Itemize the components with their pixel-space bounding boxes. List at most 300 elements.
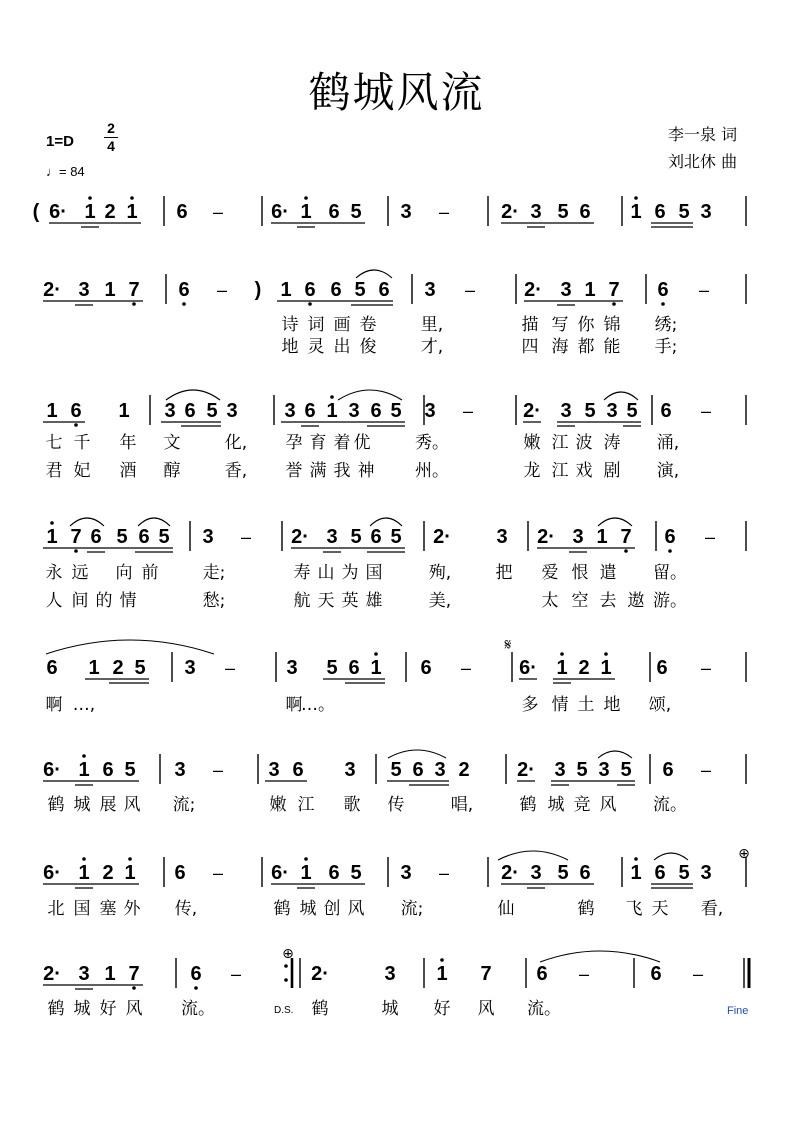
note: 2· — [523, 400, 541, 422]
rest-dash: – — [212, 202, 224, 222]
lyric-syllable: 流。 — [653, 795, 687, 815]
lyric-syllable: 我 — [333, 461, 351, 481]
lyric-syllable: 波 — [575, 433, 593, 453]
note: 6 — [184, 400, 196, 422]
lyric-syllable: 酒 — [119, 461, 137, 481]
note: 6 — [656, 657, 668, 679]
note: 7 — [128, 279, 140, 301]
note: 3 — [348, 400, 360, 422]
octave-high-dot — [560, 652, 564, 656]
octave-low-dot — [132, 986, 136, 990]
rest-dash: – — [462, 401, 474, 421]
note: 5 — [390, 759, 402, 781]
lyric-syllable: 涌, — [656, 433, 680, 453]
lyric-syllable: 嫩 — [523, 433, 541, 453]
note: 3 — [554, 759, 566, 781]
note: 3 — [202, 526, 214, 548]
rest-dash: – — [216, 280, 228, 300]
lyric-syllable: 年 — [119, 433, 137, 453]
note: 3 — [530, 201, 542, 223]
note: 6 — [328, 201, 340, 223]
note: 6· — [43, 759, 61, 781]
lyric-syllable: 北 — [47, 899, 65, 919]
note: 5 — [557, 862, 569, 884]
coda-icon: ⊕ — [738, 846, 750, 862]
note: 1 — [104, 279, 116, 301]
note: 6· — [49, 201, 67, 223]
lyric-syllable: 鹤 — [577, 899, 595, 919]
lyric-syllable: 把 — [495, 563, 513, 583]
note: 6 — [102, 759, 114, 781]
lyric-syllable: 雄 — [365, 591, 383, 611]
note: 6 — [650, 963, 662, 985]
lyric-syllable: 去 — [599, 591, 617, 611]
note: 5 — [116, 526, 128, 548]
slur — [540, 951, 660, 962]
note: 6 — [304, 400, 316, 422]
lyric-syllable: 游。 — [653, 591, 687, 611]
lyric-syllable: 唱, — [450, 795, 474, 815]
lyric-syllable: 国 — [73, 899, 91, 919]
note: 3 — [286, 657, 298, 679]
octave-high-dot — [634, 857, 638, 861]
note: 6 — [178, 279, 190, 301]
note: 3 — [78, 279, 90, 301]
note: 1 — [630, 201, 642, 223]
note: 1 — [584, 279, 596, 301]
note: 3 — [184, 657, 196, 679]
octave-high-dot — [330, 395, 334, 399]
note: 2· — [43, 279, 61, 301]
octave-low-dot — [74, 549, 78, 553]
note: 3 — [326, 526, 338, 548]
lyric-syllable: 啊 — [45, 695, 63, 715]
lyric-syllable: 手; — [654, 337, 678, 357]
octave-low-dot — [624, 549, 628, 553]
lyric-syllable: 太 — [541, 591, 559, 611]
octave-low-dot — [668, 549, 672, 553]
lyric-syllable: 间 — [71, 591, 89, 611]
note: 7 — [608, 279, 620, 301]
lyric-syllable: 人 — [45, 591, 63, 611]
page-title: 鹤城风流 — [308, 68, 485, 117]
lyric-syllable: 地 — [603, 695, 621, 715]
lyric-syllable: 流; — [172, 795, 196, 815]
slur — [166, 390, 220, 400]
lyric-syllable: 着 — [333, 433, 351, 453]
lyric-syllable: 天 — [317, 591, 335, 611]
note: 6 — [190, 963, 202, 985]
rest-dash: – — [230, 964, 242, 984]
lyric-syllable: 鹤 — [47, 795, 65, 815]
octave-high-dot — [440, 958, 444, 962]
note: 3 — [78, 963, 90, 985]
lyric-syllable: 香, — [224, 461, 248, 481]
lyric-syllable: 竞 — [573, 795, 591, 815]
lyric-syllable: 神 — [357, 461, 375, 481]
note: 3 — [560, 400, 572, 422]
lyric-syllable: 诗 — [281, 315, 299, 335]
slur — [604, 392, 638, 400]
note: 1 — [46, 400, 58, 422]
rest-dash: – — [460, 658, 472, 678]
lyric-syllable: 江 — [551, 433, 569, 453]
note: 1 — [596, 526, 608, 548]
lyric-syllable: 才, — [420, 337, 444, 357]
note: 7 — [128, 963, 140, 985]
note: 6 — [657, 279, 669, 301]
octave-high-dot — [304, 196, 308, 200]
note: 5 — [390, 526, 402, 548]
note: 5 — [678, 862, 690, 884]
lyric-syllable: 妃 — [73, 461, 91, 481]
lyric-syllable: 写 — [551, 315, 569, 335]
note: 6 — [579, 201, 591, 223]
note: 6 — [292, 759, 304, 781]
rest-dash: – — [704, 527, 716, 547]
lyric-syllable: 鹤 — [273, 899, 291, 919]
lyric-syllable: 风 — [347, 899, 365, 919]
octave-low-dot — [74, 423, 78, 427]
note: 7 — [480, 963, 492, 985]
octave-high-dot — [130, 196, 134, 200]
note: 6 — [654, 862, 666, 884]
note: 1 — [370, 657, 382, 679]
lyric-syllable: 为 — [341, 563, 359, 583]
slur — [46, 640, 214, 654]
composer-credit: 刘北休 曲 — [668, 152, 738, 171]
segno-icon: 𝄋 — [504, 635, 512, 654]
note: 2· — [433, 526, 451, 548]
lyric-syllable: 飞 — [625, 899, 643, 919]
key-signature: 1=D — [46, 133, 74, 150]
quarter-note-icon: ♩ — [46, 164, 59, 179]
lyric-syllable: 育 — [309, 433, 327, 453]
note: 6 — [328, 862, 340, 884]
octave-low-dot — [132, 302, 136, 306]
lyric-syllable: 向 — [115, 563, 133, 583]
note: 1 — [300, 201, 312, 223]
lyric-syllable: 好 — [99, 999, 117, 1019]
lyric-syllable: 绣; — [654, 315, 678, 335]
note: 2· — [501, 862, 519, 884]
rest-dash: – — [224, 658, 236, 678]
note: 6· — [271, 201, 289, 223]
note: 1 — [556, 657, 568, 679]
lyric-syllable: 俊 — [359, 337, 377, 357]
lyric-syllable: 前 — [141, 563, 159, 583]
lyric-syllable: 你 — [577, 315, 595, 335]
lyric-syllable: 外 — [123, 899, 141, 919]
lyric-syllable: 远 — [71, 563, 89, 583]
lyric-syllable: 优 — [353, 433, 371, 453]
note: 6 — [664, 526, 676, 548]
octave-low-dot — [612, 302, 616, 306]
lyric-syllable: 鹤 — [47, 999, 65, 1019]
note: 3 — [700, 201, 712, 223]
lyric-syllable: 好 — [433, 999, 451, 1019]
lyric-syllable: 愁; — [202, 591, 226, 611]
note: 6 — [378, 279, 390, 301]
lyric-syllable: 千 — [73, 433, 91, 453]
note: 3 — [164, 400, 176, 422]
note: 2· — [517, 759, 535, 781]
slur — [654, 853, 688, 860]
lyric-syllable: 戏 — [575, 461, 593, 481]
note: 1 — [326, 400, 338, 422]
lyric-syllable: 流。 — [527, 999, 561, 1019]
note: 5 — [350, 201, 362, 223]
lyric-syllable: 塞 — [99, 899, 117, 919]
note: 6· — [43, 862, 61, 884]
slur — [338, 390, 402, 400]
lyric-syllable: …, — [72, 695, 96, 715]
lyric-syllable: 啊 — [285, 695, 303, 715]
lyric-syllable: 永 — [45, 563, 63, 583]
note: 3 — [174, 759, 186, 781]
repeat-dot — [284, 978, 288, 982]
note: 6 — [348, 657, 360, 679]
note: 6 — [412, 759, 424, 781]
note: 7 — [620, 526, 632, 548]
lyric-syllable: 遨 — [627, 591, 645, 611]
lyric-syllable: 能 — [603, 337, 621, 357]
lyric-syllable: 满 — [309, 461, 327, 481]
note: 6 — [370, 400, 382, 422]
lyric-syllable: 爱 — [541, 563, 559, 583]
note: 3 — [226, 400, 238, 422]
lyric-syllable: 山 — [317, 563, 335, 583]
slur — [598, 751, 632, 758]
octave-low-dot — [182, 302, 186, 306]
lyric-syllable: 走; — [202, 563, 226, 583]
ds-marking: D.S. — [274, 1005, 294, 1016]
octave-high-dot — [604, 652, 608, 656]
slur — [598, 518, 632, 526]
octave-high-dot — [304, 857, 308, 861]
lyric-syllable: 风 — [477, 999, 495, 1019]
note: 5 — [678, 201, 690, 223]
note: 3 — [284, 400, 296, 422]
lyric-syllable: 创 — [323, 899, 341, 919]
lyric-syllable: 剧 — [603, 461, 621, 481]
lyric-syllable: 看, — [700, 899, 724, 919]
note: 3 — [384, 963, 396, 985]
octave-low-dot — [661, 302, 665, 306]
note: 1 — [118, 400, 130, 422]
rest-dash: – — [212, 760, 224, 780]
lyric-syllable: 展 — [99, 795, 117, 815]
time-signature-top: 2 — [107, 120, 115, 136]
note: 5 — [584, 400, 596, 422]
note: 5 — [124, 759, 136, 781]
note: 5 — [326, 657, 338, 679]
lyric-syllable: 灵 — [307, 337, 325, 357]
note: 5 — [158, 526, 170, 548]
note: 6 — [176, 201, 188, 223]
octave-high-dot — [374, 652, 378, 656]
lyric-syllable: 秀。 — [415, 433, 449, 453]
note: 3 — [496, 526, 508, 548]
repeat-paren: ( — [32, 201, 40, 223]
lyric-syllable: 航 — [293, 591, 311, 611]
lyric-syllable: 化, — [224, 433, 248, 453]
lyric-syllable: 卷 — [359, 315, 377, 335]
lyric-syllable: 情 — [119, 591, 137, 611]
octave-low-dot — [194, 986, 198, 990]
lyric-syllable: 海 — [551, 337, 569, 357]
lyric-syllable: 鹤 — [311, 999, 329, 1019]
repeat-paren: ) — [254, 279, 262, 301]
rest-dash: – — [700, 401, 712, 421]
repeat-dot — [284, 964, 288, 968]
note: 6 — [654, 201, 666, 223]
note: 3 — [530, 862, 542, 884]
lyricist-credit: 李一泉 词 — [668, 125, 738, 144]
note: 6 — [174, 862, 186, 884]
slur — [70, 518, 104, 526]
lyric-syllable: 风 — [599, 795, 617, 815]
lyric-syllable: 寿 — [293, 563, 311, 583]
lyric-syllable: 风 — [125, 999, 143, 1019]
note: 3 — [700, 862, 712, 884]
rest-dash: – — [212, 863, 224, 883]
rest-dash: – — [692, 964, 704, 984]
octave-low-dot — [308, 302, 312, 306]
note: 5 — [206, 400, 218, 422]
note: 2· — [537, 526, 555, 548]
note: 3 — [560, 279, 572, 301]
note: 5 — [390, 400, 402, 422]
note: 2 — [578, 657, 590, 679]
lyric-syllable: 江 — [551, 461, 569, 481]
lyric-syllable: 七 — [45, 433, 63, 453]
lyric-syllable: 嫩 — [269, 795, 287, 815]
note: 2 — [104, 201, 116, 223]
lyric-syllable: 四 — [521, 337, 539, 357]
rest-dash: – — [698, 280, 710, 300]
note: 6 — [330, 279, 342, 301]
slur — [370, 518, 402, 526]
note: 1 — [600, 657, 612, 679]
note: 2· — [311, 963, 329, 985]
note: 6 — [370, 526, 382, 548]
note: 5 — [134, 657, 146, 679]
note: 2 — [112, 657, 124, 679]
note: 5 — [557, 201, 569, 223]
lyric-syllable: 仙 — [497, 899, 515, 919]
slur — [388, 750, 446, 758]
slur — [498, 851, 568, 860]
note: 2· — [43, 963, 61, 985]
lyric-syllable: 演, — [656, 461, 680, 481]
note: 6 — [90, 526, 102, 548]
note: 2 — [458, 759, 470, 781]
rest-dash: – — [240, 527, 252, 547]
lyric-syllable: 锦 — [603, 315, 621, 335]
lyric-syllable: 城 — [547, 795, 565, 815]
slur — [356, 270, 392, 278]
note: 2 — [102, 862, 114, 884]
lyric-syllable: 文 — [163, 433, 181, 453]
note: 1 — [630, 862, 642, 884]
lyric-syllable: 君 — [45, 461, 63, 481]
note: 5 — [350, 526, 362, 548]
lyric-syllable: 地 — [281, 337, 299, 357]
lyric-syllable: 都 — [577, 337, 595, 357]
lyric-syllable: 誉 — [285, 461, 303, 481]
octave-high-dot — [50, 521, 54, 525]
lyric-syllable: 殉, — [428, 563, 452, 583]
note: 2· — [501, 201, 519, 223]
note: 1 — [88, 657, 100, 679]
lyric-syllable: 城 — [381, 999, 399, 1019]
note: 1 — [84, 201, 96, 223]
lyric-syllable: 城 — [299, 899, 317, 919]
note: 6 — [304, 279, 316, 301]
lyric-syllable: 里, — [420, 315, 444, 335]
note: 6 — [138, 526, 150, 548]
rest-dash: – — [438, 202, 450, 222]
lyric-syllable: 土 — [577, 695, 595, 715]
note: 6 — [579, 862, 591, 884]
lyric-syllable: 英 — [341, 591, 359, 611]
note: 6 — [46, 657, 58, 679]
note: 1 — [300, 862, 312, 884]
octave-high-dot — [128, 857, 132, 861]
lyric-syllable: 风 — [123, 795, 141, 815]
note: 3 — [572, 526, 584, 548]
lyric-syllable: 传 — [387, 795, 405, 815]
lyric-syllable: 情 — [551, 695, 569, 715]
note: 6 — [660, 400, 672, 422]
fine-marking: Fine — [727, 1005, 749, 1017]
octave-high-dot — [82, 857, 86, 861]
note: 6· — [519, 657, 537, 679]
time-signature-bottom: 4 — [107, 138, 115, 154]
lyric-syllable: 恨 — [571, 563, 589, 583]
lyric-syllable: 城 — [73, 795, 91, 815]
lyric-syllable: 遣 — [599, 563, 617, 583]
note: 5 — [626, 400, 638, 422]
note: 1 — [78, 759, 90, 781]
lyric-syllable: 词 — [307, 315, 325, 335]
note: 6 — [536, 963, 548, 985]
rest-dash: – — [700, 658, 712, 678]
octave-high-dot — [634, 196, 638, 200]
note: 7 — [70, 526, 82, 548]
lyric-syllable: 歌 — [343, 795, 361, 815]
note: 1 — [78, 862, 90, 884]
lyric-syllable: 天 — [651, 899, 669, 919]
lyric-syllable: 孕 — [285, 433, 303, 453]
lyric-syllable: 空 — [571, 591, 589, 611]
lyric-syllable: 龙 — [523, 461, 541, 481]
note: 3 — [606, 400, 618, 422]
lyric-syllable: 多 — [521, 695, 539, 715]
note: 6 — [420, 657, 432, 679]
coda-icon: ⊕ — [282, 946, 294, 962]
note: 3 — [400, 201, 412, 223]
note: 3 — [268, 759, 280, 781]
note: 1 — [46, 526, 58, 548]
rest-dash: – — [700, 760, 712, 780]
note: 3 — [424, 400, 436, 422]
rest-dash: – — [578, 964, 590, 984]
lyric-syllable: 出 — [333, 337, 351, 357]
note: 3 — [434, 759, 446, 781]
rest-dash: – — [464, 280, 476, 300]
